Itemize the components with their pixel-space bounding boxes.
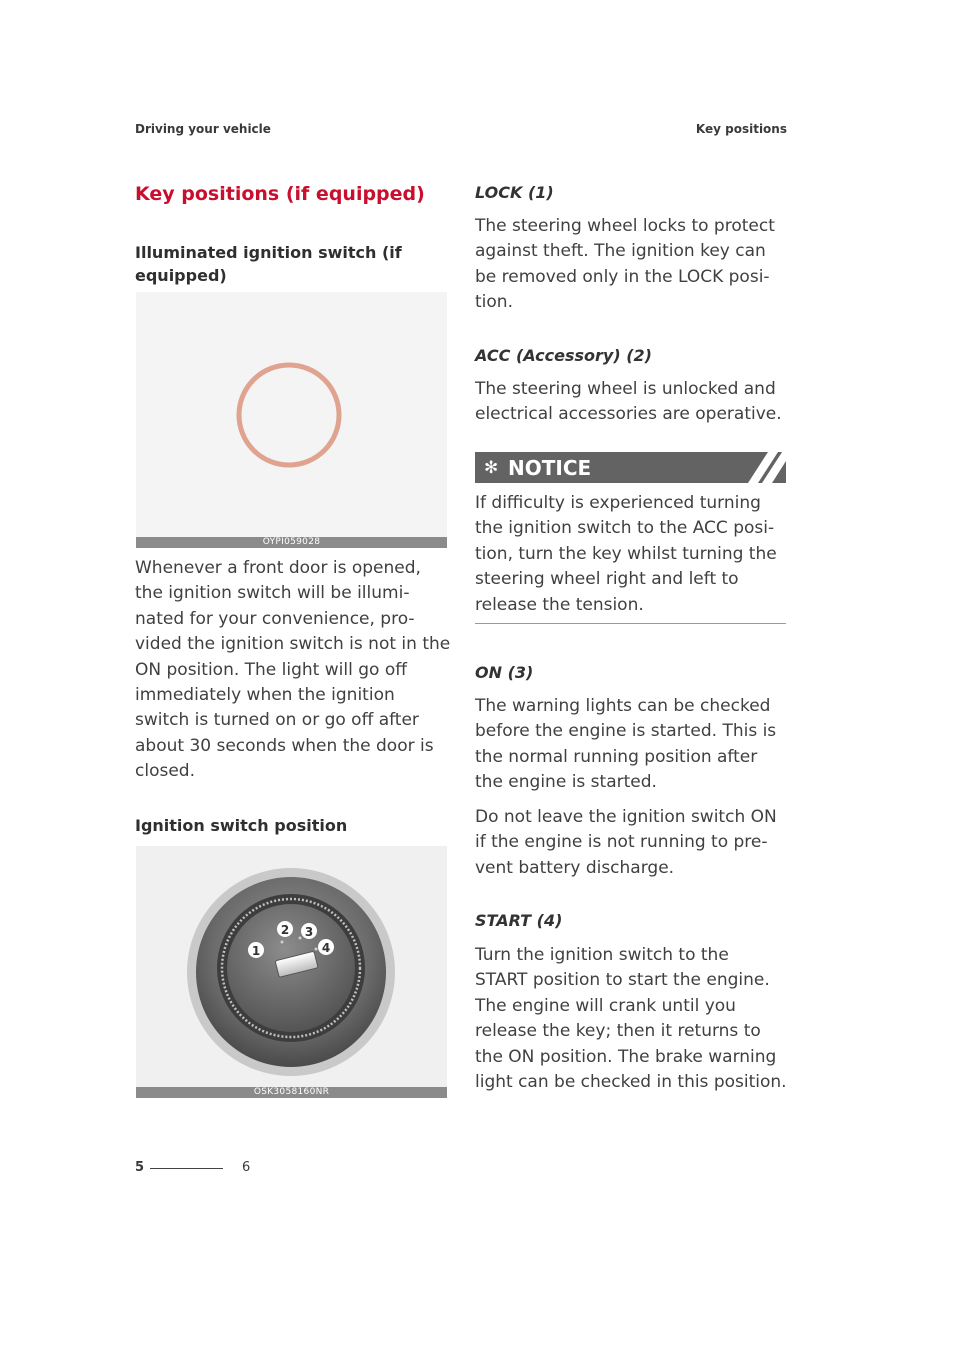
text-line: The steering wheel is unlocked and bbox=[475, 379, 776, 399]
paragraph-on-2 bbox=[475, 805, 795, 881]
paragraph-start bbox=[475, 943, 795, 1095]
heading-start: START (4) bbox=[475, 911, 563, 930]
text-line: immediately when the ignition bbox=[135, 685, 395, 706]
text-line: if the engine is not running to pre- bbox=[475, 832, 768, 853]
paragraph-on-1 bbox=[475, 694, 795, 796]
notice-label: NOTICE bbox=[508, 455, 592, 480]
text-line: nated for your convenience, pro- bbox=[135, 608, 415, 629]
text-line: the engine is started. bbox=[475, 772, 657, 793]
text-line: START position to start the engine. bbox=[475, 970, 770, 991]
text-line: Turn the ignition switch to the bbox=[475, 945, 729, 965]
position-marker-1 bbox=[248, 942, 264, 958]
text-line: the ignition switch will be illumi- bbox=[135, 583, 410, 604]
text-line: before the engine is started. This is bbox=[475, 721, 777, 742]
ignition-switch-illustration bbox=[136, 846, 447, 1098]
svg-text:4: 4 bbox=[321, 941, 331, 955]
running-header-right: Key positions bbox=[695, 122, 787, 136]
text-line: The warning lights can be checked bbox=[475, 696, 771, 716]
text-line: tion, turn the key whilst turning the bbox=[475, 543, 777, 564]
text-line: switch is turned on or go off after bbox=[135, 710, 419, 731]
text-line: light can be checked in this position. bbox=[475, 1072, 787, 1093]
heading-on: ON (3) bbox=[475, 663, 534, 682]
text-line: release the tension. bbox=[475, 594, 644, 615]
svg-text:1: 1 bbox=[251, 944, 261, 958]
notice-slash-icon bbox=[742, 452, 786, 483]
text-line: release the key; then it returns to bbox=[475, 1021, 761, 1042]
illuminated-ring bbox=[239, 365, 339, 465]
paragraph-lock bbox=[475, 214, 795, 316]
figure-code-bar: OYPI059028 bbox=[136, 537, 447, 548]
subheading-line: equipped) bbox=[135, 266, 227, 285]
svg-text:2: 2 bbox=[280, 923, 290, 937]
text-line: the ignition switch to the ACC posi- bbox=[475, 518, 775, 539]
paragraph-illumination bbox=[135, 556, 455, 785]
section-title: Key positions (if equipped) bbox=[135, 183, 425, 205]
position-marker-3 bbox=[301, 923, 317, 939]
footer-rule bbox=[150, 1168, 223, 1169]
subheading-illuminated-switch bbox=[135, 241, 402, 287]
text-line: The engine will crank until you bbox=[475, 995, 736, 1016]
text-line: electrical accessories are operative. bbox=[475, 404, 782, 425]
text-line: steering wheel right and left to bbox=[475, 569, 739, 590]
running-header-left: Driving your vehicle bbox=[135, 122, 271, 136]
notice-banner bbox=[475, 452, 786, 483]
illuminated-ring-illustration bbox=[136, 292, 447, 548]
text-line: Do not leave the ignition switch ON bbox=[475, 807, 777, 827]
text-line: the ON position. The brake warning bbox=[475, 1046, 777, 1067]
text-line: closed. bbox=[135, 761, 195, 782]
subheading-switch-position: Ignition switch position bbox=[135, 816, 348, 835]
text-line: against theft. The ignition key can bbox=[475, 241, 766, 262]
position-marker-2 bbox=[277, 921, 293, 937]
heading-lock: LOCK (1) bbox=[475, 183, 554, 202]
figure-code-bar: OSK3058160NR bbox=[136, 1087, 447, 1098]
subheading-line: Illuminated ignition switch (if bbox=[135, 243, 402, 262]
svg-text:3: 3 bbox=[304, 925, 314, 939]
text-line: Whenever a front door is opened, bbox=[135, 558, 421, 578]
paragraph-acc bbox=[475, 377, 795, 428]
figure-ignition-switch bbox=[136, 846, 447, 1098]
text-line: the normal running position after bbox=[475, 746, 758, 767]
page-number: 6 bbox=[242, 1160, 251, 1175]
notice-star-icon: ✻ bbox=[484, 457, 499, 478]
text-line: ON position. The light will go off bbox=[135, 659, 407, 680]
notice-text bbox=[475, 491, 795, 618]
position-marker-4 bbox=[318, 939, 334, 955]
figure-illuminated-switch bbox=[136, 292, 447, 548]
text-line: If difficulty is experienced turning bbox=[475, 493, 761, 513]
text-line: vent battery discharge. bbox=[475, 857, 675, 878]
heading-acc: ACC (Accessory) (2) bbox=[475, 346, 652, 365]
text-line: The steering wheel locks to protect bbox=[475, 216, 775, 236]
text-line: about 30 seconds when the door is bbox=[135, 735, 434, 756]
text-line: tion. bbox=[475, 292, 513, 313]
notice-divider bbox=[475, 623, 786, 624]
text-line: vided the ignition switch is not in the bbox=[135, 634, 451, 655]
section-number: 5 bbox=[135, 1160, 145, 1175]
text-line: be removed only in the LOCK posi- bbox=[475, 266, 770, 287]
